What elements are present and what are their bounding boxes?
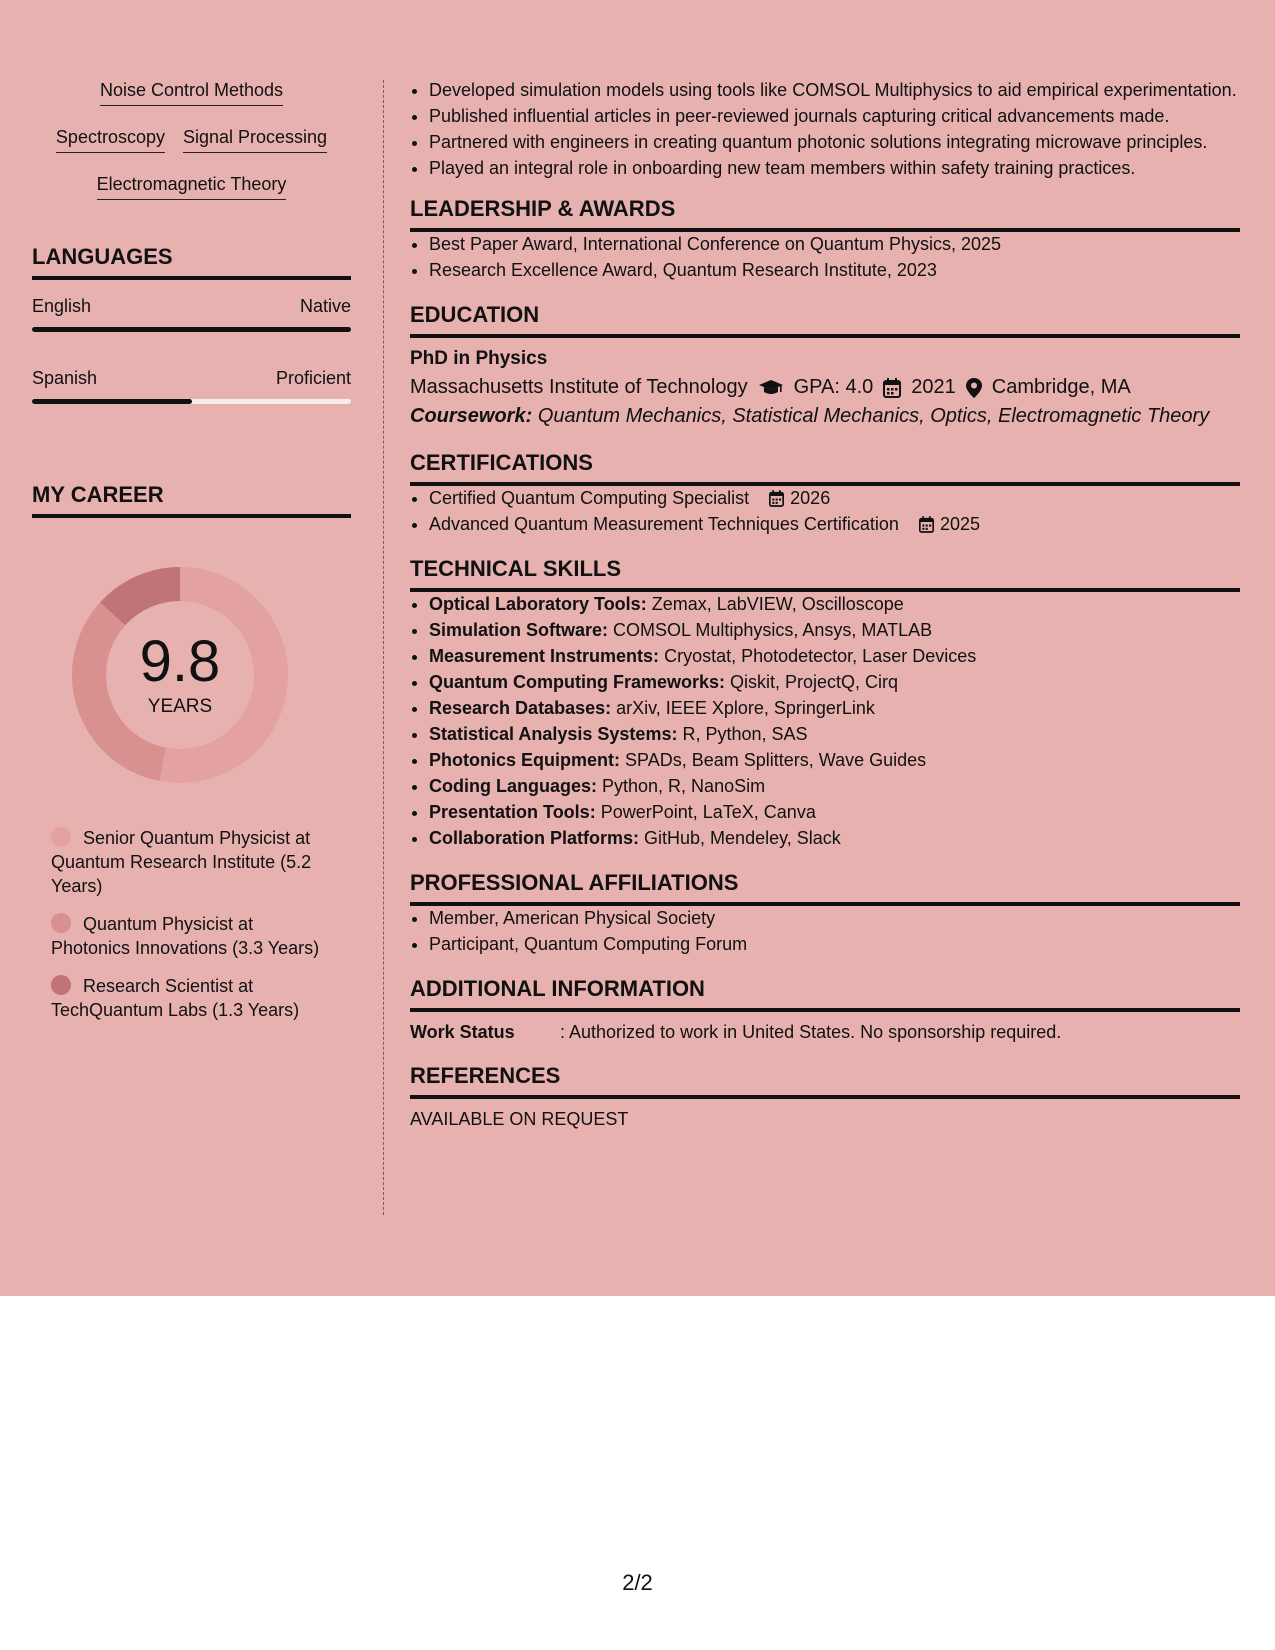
- page-number: 2/2: [622, 1570, 653, 1595]
- leadership-heading: LEADERSHIP & AWARDS: [410, 196, 1240, 232]
- school-name: Massachusetts Institute of Technology: [410, 376, 748, 398]
- experience-bullet: • Partnered with engineers in creating quantum photonic solutions integrating microwave principles.: [429, 130, 1240, 154]
- affiliation-item: • Member, American Physical Society: [429, 906, 1240, 930]
- language-name: Spanish: [32, 368, 98, 388]
- language-row: [32, 296, 351, 317]
- experience-bullet: • Developed simulation models using tools like COMSOL Multiphysics to aid empirical experimentation.: [429, 78, 1240, 102]
- skill-item: • Presentation Tools: PowerPoint, LaTeX, Canva: [429, 800, 1240, 824]
- skill-tag: Spectroscopy: [56, 125, 165, 153]
- skill-item: • Research Databases: arXiv, IEEE Xplore, SpringerLink: [429, 696, 1240, 720]
- location-pin-icon: [966, 378, 982, 398]
- skill-item: • Optical Laboratory Tools: Zemax, LabVIEW, Oscilloscope: [429, 592, 1240, 616]
- certifications-heading: CERTIFICATIONS: [410, 450, 1240, 486]
- graduation-cap-icon: [758, 379, 784, 397]
- coursework: [410, 405, 1240, 428]
- calendar-icon: [769, 490, 784, 507]
- certification-item: • Advanced Quantum Measurement Techniques Certification 2025: [429, 512, 1240, 536]
- career-legend-item: Quantum Physicist at Photonics Innovations (3.3 Years): [51, 914, 320, 958]
- language-row: [32, 368, 351, 389]
- education-heading: EDUCATION: [410, 302, 1240, 338]
- work-status-value: : Authorized to work in United States. No sponsorship required.: [560, 1022, 1062, 1042]
- skills-tags: [32, 78, 351, 200]
- language-bar: [32, 327, 351, 332]
- legend-dot: [51, 913, 71, 933]
- coursework-label: Coursework:: [410, 405, 533, 427]
- languages-heading: LANGUAGES: [32, 244, 351, 280]
- graduation-year: 2021: [911, 376, 956, 398]
- experience-bullets: [410, 78, 1240, 180]
- additional-info-heading: ADDITIONAL INFORMATION: [410, 976, 1240, 1012]
- affiliations-list: [410, 906, 1240, 956]
- skill-tag: Signal Processing: [183, 125, 327, 153]
- gpa: GPA: 4.0: [793, 376, 874, 398]
- skill-item: • Quantum Computing Frameworks: Qiskit, ProjectQ, Cirq: [429, 670, 1240, 694]
- skill-item: • Photonics Equipment: SPADs, Beam Splitters, Wave Guides: [429, 748, 1240, 772]
- references-heading: REFERENCES: [410, 1063, 1240, 1099]
- coursework-list: Quantum Mechanics, Statistical Mechanics, Optics, Electromagnetic Theory: [537, 405, 1210, 427]
- skill-item: • Statistical Analysis Systems: R, Python, SAS: [429, 722, 1240, 746]
- affiliations-heading: PROFESSIONAL AFFILIATIONS: [410, 870, 1240, 906]
- award-item: • Best Paper Award, International Conference on Quantum Physics, 2025: [429, 232, 1240, 256]
- skill-item: • Collaboration Platforms: GitHub, Mendeley, Slack: [429, 826, 1240, 850]
- legend-dot: [51, 975, 71, 995]
- career-legend-item: Research Scientist at TechQuantum Labs (1.3 Years): [51, 976, 300, 1020]
- certification-year: 2026: [790, 488, 831, 508]
- technical-skills-list: [410, 592, 1240, 850]
- work-status-label: Work Status: [410, 1022, 515, 1042]
- column-divider: [383, 80, 384, 1215]
- language-bar: [32, 399, 351, 404]
- career-heading: MY CAREER: [32, 482, 351, 518]
- experience-bullet: • Published influential articles in peer-reviewed journals capturing critical advancements made.: [429, 104, 1240, 128]
- degree: PhD in Physics: [410, 348, 548, 369]
- experience-bullet: • Played an integral role in onboarding new team members within safety training practices.: [429, 156, 1240, 180]
- career-total-unit: YEARS: [147, 696, 213, 717]
- language-level: Proficient: [275, 368, 351, 388]
- education-details: [410, 376, 1240, 399]
- technical-skills-heading: TECHNICAL SKILLS: [410, 556, 1240, 592]
- leadership-list: [410, 232, 1240, 282]
- skill-item: • Measurement Instruments: Cryostat, Photodetector, Laser Devices: [429, 644, 1240, 668]
- career-donut-chart: [65, 560, 295, 790]
- certification-item: • Certified Quantum Computing Specialist 2026: [429, 486, 1240, 510]
- education-entry: [410, 348, 1240, 428]
- skill-tag: Electromagnetic Theory: [97, 172, 287, 200]
- skill-item: • Coding Languages: Python, R, NanoSim: [429, 774, 1240, 798]
- left-column: [32, 78, 351, 1036]
- calendar-icon: [883, 378, 901, 398]
- career-total-years: 9.8: [139, 629, 221, 694]
- skill-item: • Simulation Software: COMSOL Multiphysics, Ansys, MATLAB: [429, 618, 1240, 642]
- language-level: Native: [299, 296, 351, 316]
- languages-section: [32, 244, 351, 404]
- career-section: [32, 482, 351, 1022]
- certification-year: 2025: [939, 514, 980, 534]
- certifications-list: [410, 486, 1240, 536]
- language-name: English: [32, 296, 92, 316]
- affiliation-item: • Participant, Quantum Computing Forum: [429, 932, 1240, 956]
- career-legend-item: Senior Quantum Physicist at Quantum Research Institute (5.2 Years): [51, 828, 312, 896]
- school-location: Cambridge, MA: [991, 376, 1131, 398]
- award-item: • Research Excellence Award, Quantum Research Institute, 2023: [429, 258, 1240, 282]
- work-status-row: [410, 1022, 1240, 1043]
- skill-tag: Noise Control Methods: [100, 78, 283, 106]
- legend-dot: [51, 827, 71, 847]
- right-column: [410, 78, 1240, 1130]
- references-text: AVAILABLE ON REQUEST: [410, 1109, 629, 1129]
- career-legend: [51, 826, 331, 1022]
- calendar-icon: [919, 516, 934, 533]
